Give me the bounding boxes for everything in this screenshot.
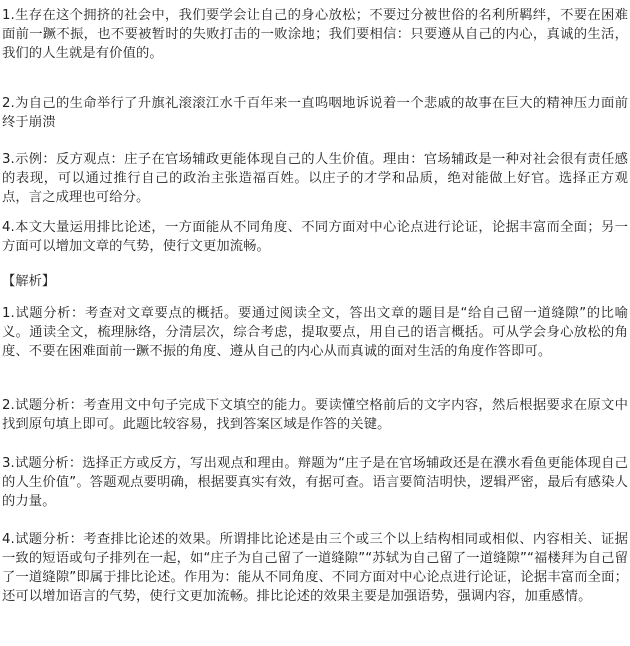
analysis-heading: 【解析】 (2, 274, 56, 289)
answer-2: 2.为自己的生命举行了升旗礼滚滚江水千百年来一直呜咽地诉说着一个悲戚的故事在巨大的精神压力面前终于崩溃 (2, 96, 628, 130)
answer-1: 1.生存在这个拥挤的社会中，我们要学会让自己的身心放松；不要过分被世俗的名利所羁绊，不要在困难面前一蹶不振，也不要被暂时的失败打击的一败涂地；我们要相信：只要遵从自己的内心，真诚的生活，我们的人生就是有价值的。 (2, 8, 628, 61)
answer-3: 3.示例：反方观点：庄子在官场辅政更能体现自己的人生价值。理由：官场辅政是一种对社会很有责任感的表现，可以通过推行自己的政治主张造福百姓。以庄子的才学和品质，绝对能做上好官。选择正方观点，言之成理也可给分。 (2, 152, 628, 205)
analysis-2: 2.试题分析：考查用文中句子完成下文填空的能力。要读懂空格前后的文字内容，然后根据要求在原文中找到原句填上即可。此题比较容易，找到答案区域是作答的关键。 (2, 398, 628, 432)
answer-4: 4.本文大量运用排比论述，一方面能从不同角度、不同方面对中心论点进行论证，论据丰富而全面；另一方面可以增加文章的气势，使行文更加流畅。 (2, 220, 628, 254)
analysis-4: 4.试题分析：考查排比论述的效果。所谓排比论述是由三个或三个以上结构相同或相似、内容相关、证据一致的短语或句子排列在一起，如“庄子为自己留了一道缝隙”“苏轼为自己留了一道缝隙”“福楼拜为自己留了一道缝隙”即属于排比论述。作用为：能从不同角度、不同方面对中心论点进行论证，论据丰富而全面；还可以增加语言的气势，使行文更加流畅。排比论述的效果主要是加强语势，强调内容，加重感情。 (2, 532, 628, 604)
analysis-3: 3.试题分析：选择正方或反方，写出观点和理由。辩题为“庄子是在官场辅政还是在濮水看鱼更能体现自己的人生价值”。答题观点要明确，根据要真实有效，有据可查。语言要简洁明快，逻辑严密，最后有感染人的力量。 (2, 456, 628, 509)
analysis-1: 1.试题分析：考查对文章要点的概括。要通过阅读全文，答出文章的题目是“给自己留一道缝隙”的比喻义。通读全文，梳理脉络，分清层次，综合考虑，提取要点，用自己的语言概括。可从学会身心放松的角度、不要在困难面前一蹶不振的角度、遵从自己的内心从而真诚的面对生活的角度作答即可。 (2, 306, 628, 359)
